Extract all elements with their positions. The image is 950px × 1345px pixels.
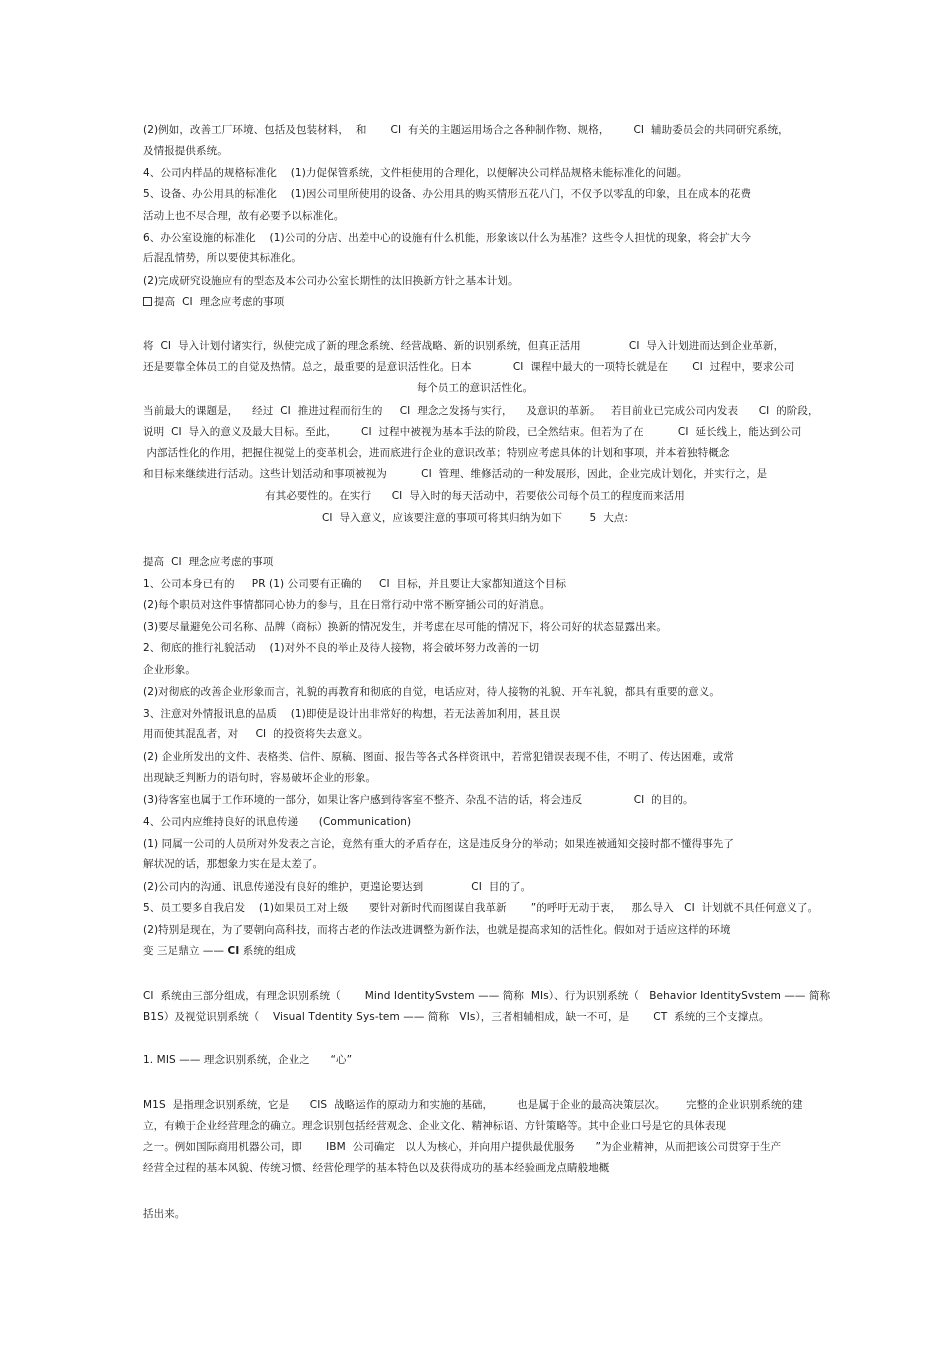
- text-line: 之一。例如国际商用机器公司，即 IBM 公司确定 以人为核心，并向用户提供最优服务 ”为企业精神，从而把该公司贯穿于生产: [143, 1141, 782, 1153]
- text-line: (3)待客室也属于工作环境的一部分，如果让客户感到待客室不整齐、杂乱不洁的话，将会违反 CI 的目的。: [143, 794, 694, 806]
- text-line: 解状况的话，那想象力实在是太差了。: [143, 858, 324, 870]
- text-line: 当前最大的课题是， 经过 CI 推进过程而衍生的 CI 理念之发扬与实行， 及意识的革新。 若目前业已完成公司内发表 CI 的阶段，: [143, 405, 819, 417]
- text-line: [143, 944, 296, 958]
- text-line: 内部活性化的作用，把握住视觉上的变革机会，进而底进行企业的意识改革；特别应考虑具体的计划和事项，并本着独特概念: [143, 447, 730, 459]
- text-line: 6、办公室设施的标准化 (1)公司的分店、出差中心的设施有什么机能，形象该以什么为基准？这些令人担忧的现象，将会扩大今: [143, 232, 752, 244]
- section-heading: 提高 CI 理念应考虑的事项: [143, 556, 274, 568]
- text-line: (2)每个职员对这件事情都同心协力的参与，且在日常行动中常不断穿插公司的好消息。: [143, 599, 551, 611]
- text-line: 2、彻底的推行礼貌活动 (1)对外不良的举止及待人接物，将会破坏努力改善的一切: [143, 642, 540, 654]
- text-line: (1) 同属一公司的人员所对外发表之言论，竟然有重大的矛盾存在，这是违反身分的举动；如果连被通知交接时都不懂得事先了: [143, 838, 735, 850]
- text-line: 1、公司本身已有的 PR (1) 公司要有正确的 CI 目标，并且要让大家都知道这个目标: [143, 578, 567, 590]
- text-line: 4、公司内样品的规格标准化 (1)力促保管系统，文件柜使用的合理化，以便解决公司样品规格未能标准化的问题。: [143, 167, 688, 179]
- text-line: (2)完成研究设施应有的型态及本公司办公室长期性的汰旧换新方针之基本计划。: [143, 275, 519, 287]
- text-line: 立，有赖于企业经营理念的确立。理念识别包括经营观念、企业文化、精神标语、方针策略等。其中企业口号是它的具体表现: [143, 1120, 726, 1132]
- section-heading: 1. MIS —— 理念识别系统，企业之 “心”: [143, 1054, 353, 1066]
- text-line: 5、设备、办公用具的标准化 (1)因公司里所使用的设备、办公用具的购买情形五花八门，不仅予以零乱的印象，且在成本的花费: [143, 188, 752, 200]
- text-line: 3、注意对外情报讯息的品质 (1)即使是设计出非常好的构想，若无法善加利用，甚且误: [143, 708, 561, 720]
- text-line: 出现缺乏判断力的语句时，容易破坏企业的形象。: [143, 772, 377, 784]
- text-line: 活动上也不尽合理，故有必要予以标准化。: [143, 210, 345, 222]
- text-line: (2)例如，改善工厂环境、包括及包装材料， 和 CI 有关的主题运用场合之各种制作物、规格， CI 辅助委员会的共同研究系统，: [143, 124, 789, 136]
- text-line-end: 系统的组成: [239, 945, 296, 957]
- text-line: 每个员工的意识活性化。: [416, 382, 534, 394]
- text-line: 将 CI 导入计划付诸实行，纵使完成了新的理念系统、经营战略、新的识别系统，但真正活用 CI 导入计划进而达到企业革新，: [143, 340, 785, 352]
- text-line: (2) 企业所发出的文件、表格类、信件、原稿、图面、报告等各式各样资讯中，若常犯错误表现不佳，不明了、传达困难，或常: [143, 751, 735, 763]
- section-heading-text: 提高 CI 理念应考虑的事项: [154, 296, 285, 308]
- text-line: (2)对彻底的改善企业形象而言，礼貌的再教育和彻底的自觉，电话应对，待人接物的礼貌、开车礼貌，都具有重要的意义。: [143, 686, 720, 698]
- text-line: CI 导入意义，应该要注意的事项可将其归纳为如下 5 大点:: [321, 512, 629, 524]
- text-line: B1S）及视觉识别系统（ Visual Tdentity Sys-tem —— 简称 VIs），三者相辅相成，缺一不可，是 CT 系统的三个支撑点。: [143, 1011, 770, 1023]
- text-line: 企业形象。: [143, 664, 196, 676]
- bold-ci-label: CI: [227, 945, 240, 957]
- text-line: 经营全过程的基本风貌、传统习惯、经营伦理学的基本特色以及获得成功的基本经验画龙点睛般地概: [143, 1162, 610, 1174]
- text-line: 5、员工要多自我启发 (1)如果员工对上级 要针对新时代而图谋自我革新 ”的呼吁无动于衷， 那么导入 CI 计划就不具任何意义了。: [143, 902, 819, 914]
- text-line: (3)要尽量避免公司名称、品牌（商标）换新的情况发生，并考虑在尽可能的情况下，将公司好的状态显露出来。: [143, 621, 667, 633]
- text-line: CI 系统由三部分组成，有理念识别系统（ Mind IdentitySvstem —— 简称 MIs）、行为识别系统（ Behavior IdentitySvstem —— 简称: [143, 990, 831, 1002]
- checkbox-square-icon: [143, 297, 152, 306]
- text-line: M1S 是指理念识别系统，它是 CIS 战略运作的原动力和实施的基础， 也是属于企业的最高决策层次。 完整的企业识别系统的建: [143, 1099, 803, 1111]
- text-line: 及情报提供系统。: [143, 145, 228, 157]
- text-line-start: 变 三足鼎立 ——: [143, 945, 225, 957]
- text-line: 4、公司内应维持良好的讯息传递 (Communication): [143, 816, 412, 828]
- text-line: 有其必要性的。在实行 CI 导入时的每天活动中，若要依公司每个员工的程度而来活用: [265, 490, 685, 502]
- text-line: 说明 CI 导入的意义及最大目标。至此， CI 过程中被视为基本手法的阶段，已全然结束。但若为了在 CI 延长线上，能达到公司: [143, 426, 802, 438]
- text-line: (2)特别是现在，为了要朝向高科技，而将古老的作法改进调整为新作法，也就是提高求知的活性化。假如对于适应这样的环境: [143, 924, 731, 936]
- text-line: 后混乱情势，所以要使其标准化。: [143, 252, 302, 264]
- text-line: 和目标来继续进行活动。这些计划活动和事项被视为 CI 管理、维修活动的一种发展形，因此，企业完成计划化，并实行之，是: [143, 468, 768, 480]
- text-line: 括出来。: [143, 1208, 186, 1220]
- text-line: 还是要靠全体员工的自觉及热情。总之，最重要的是意识活性化。日本 CI 课程中最大的一项特长就是在 CI 过程中，要求公司: [143, 361, 795, 373]
- section-heading: [143, 295, 284, 309]
- text-line: (2)公司内的沟通、讯息传递没有良好的维护，更遑论要达到 CI 目的了。: [143, 881, 532, 893]
- text-line: 用而使其混乱者，对 CI 的投资将失去意义。: [143, 728, 369, 740]
